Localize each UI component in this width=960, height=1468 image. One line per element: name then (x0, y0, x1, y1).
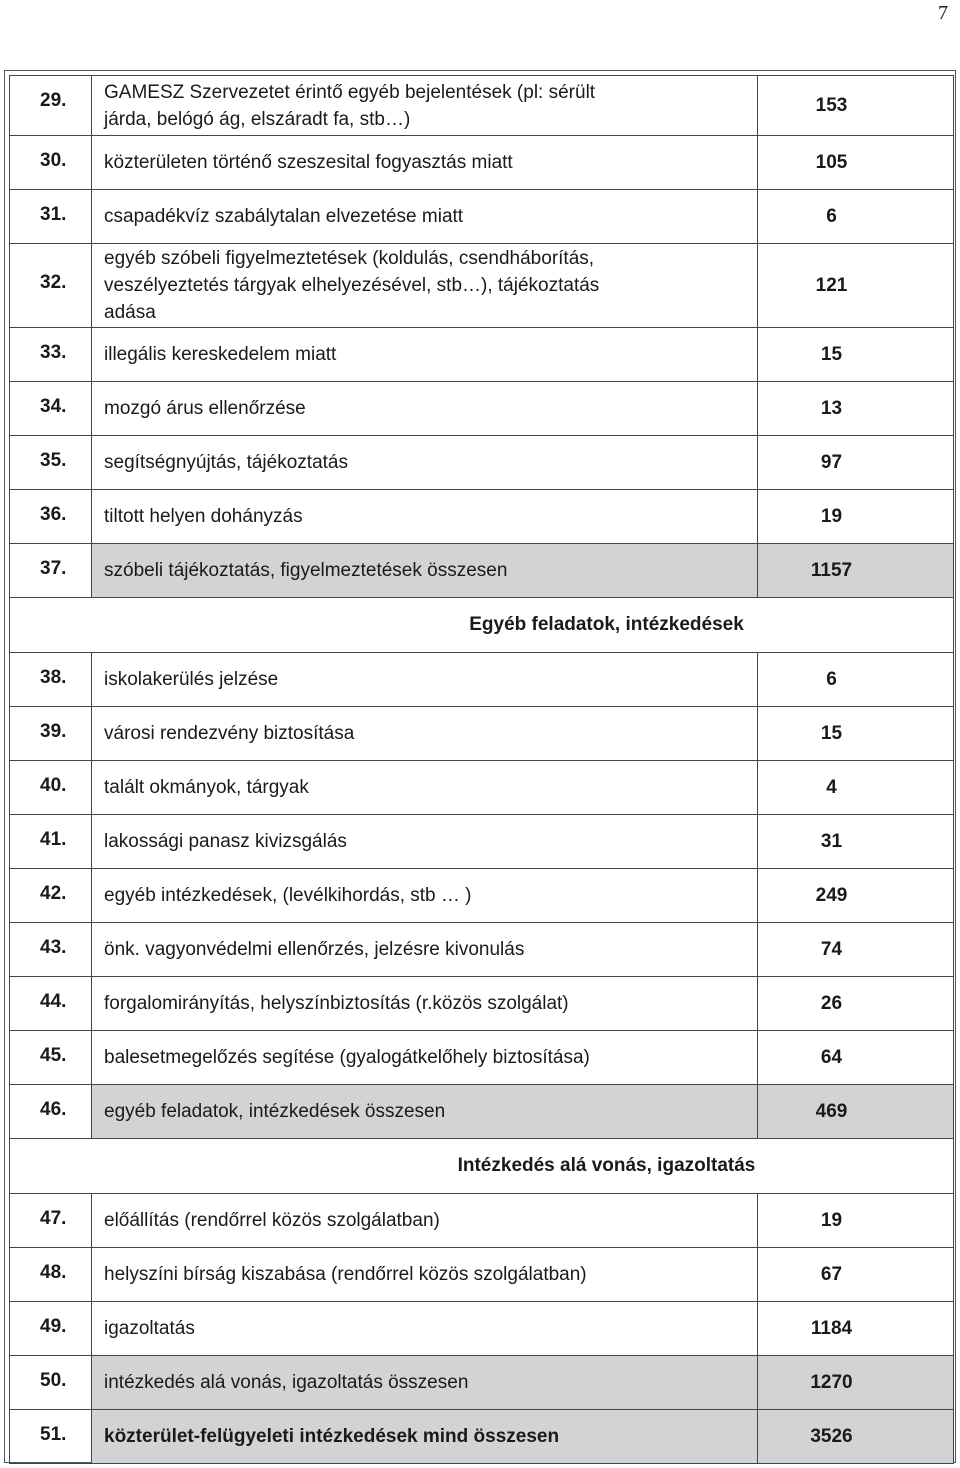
table-row (10, 136, 954, 190)
row-number: 41. (10, 815, 92, 869)
row-value: 19 (758, 490, 954, 544)
row-description: balesetmegelőzés segítése (gyalogátkelőhely biztosítása) (92, 1031, 758, 1085)
row-value: 1270 (758, 1356, 954, 1410)
row-number: 29. (10, 76, 92, 136)
row-number: 37. (10, 544, 92, 598)
section-header-row (10, 1139, 954, 1194)
row-value: 1184 (758, 1302, 954, 1356)
page-number: 7 (938, 2, 948, 24)
row-description: mozgó árus ellenőrzése (92, 382, 758, 436)
row-value: 121 (758, 244, 954, 328)
row-description (92, 244, 758, 328)
table-row (10, 382, 954, 436)
table-row (10, 328, 954, 382)
row-number: 44. (10, 977, 92, 1031)
row-value: 6 (758, 653, 954, 707)
row-number: 32. (10, 244, 92, 328)
row-value: 6 (758, 190, 954, 244)
row-number: 49. (10, 1302, 92, 1356)
table-row (10, 1194, 954, 1248)
row-value: 1157 (758, 544, 954, 598)
row-number: 43. (10, 923, 92, 977)
row-description: talált okmányok, tárgyak (92, 761, 758, 815)
row-description: illegális kereskedelem miatt (92, 328, 758, 382)
table-row (10, 76, 954, 136)
table-row (10, 436, 954, 490)
row-description: helyszíni bírság kiszabása (rendőrrel közös szolgálatban) (92, 1248, 758, 1302)
row-description: segítségnyújtás, tájékoztatás (92, 436, 758, 490)
section-header-row (10, 598, 954, 653)
table-row (10, 707, 954, 761)
row-number: 51. (10, 1410, 92, 1464)
table-row (10, 244, 954, 328)
row-value: 74 (758, 923, 954, 977)
row-description: forgalomirányítás, helyszínbiztosítás (r.közös szolgálat) (92, 977, 758, 1031)
table-row-total (10, 1356, 954, 1410)
row-value: 249 (758, 869, 954, 923)
row-description-line: veszélyeztetés tárgyak elhelyezésével, stb…), tájékoztatás (104, 275, 600, 296)
row-value: 105 (758, 136, 954, 190)
row-description-line: adása (104, 302, 156, 323)
table-row (10, 1031, 954, 1085)
row-description (92, 76, 758, 136)
table-row (10, 923, 954, 977)
row-number: 48. (10, 1248, 92, 1302)
row-description: közterület-felügyeleti intézkedések mind összesen (92, 1410, 758, 1464)
row-value: 67 (758, 1248, 954, 1302)
row-number: 36. (10, 490, 92, 544)
row-value: 15 (758, 328, 954, 382)
section-heading: Egyéb feladatok, intézkedések (10, 598, 954, 653)
row-description: igazoltatás (92, 1302, 758, 1356)
row-number: 35. (10, 436, 92, 490)
row-number: 30. (10, 136, 92, 190)
table-row-total (10, 1085, 954, 1139)
row-number: 46. (10, 1085, 92, 1139)
row-number: 45. (10, 1031, 92, 1085)
row-value: 153 (758, 76, 954, 136)
row-value: 19 (758, 1194, 954, 1248)
row-number: 47. (10, 1194, 92, 1248)
row-value: 4 (758, 761, 954, 815)
table-row (10, 869, 954, 923)
table-row (10, 815, 954, 869)
row-description: városi rendezvény biztosítása (92, 707, 758, 761)
table-row (10, 490, 954, 544)
row-description: iskolakerülés jelzése (92, 653, 758, 707)
row-description-line: GAMESZ Szervezetet érintő egyéb bejelentések (pl: sérült (104, 81, 596, 103)
table-row (10, 761, 954, 815)
table-row (10, 653, 954, 707)
row-number: 39. (10, 707, 92, 761)
row-description: tiltott helyen dohányzás (92, 490, 758, 544)
row-value: 97 (758, 436, 954, 490)
row-value: 64 (758, 1031, 954, 1085)
row-number: 38. (10, 653, 92, 707)
row-description: egyéb feladatok, intézkedések összesen (92, 1085, 758, 1139)
row-description: lakossági panasz kivizsgálás (92, 815, 758, 869)
table-row (10, 977, 954, 1031)
row-description: előállítás (rendőrrel közös szolgálatban) (92, 1194, 758, 1248)
row-number: 50. (10, 1356, 92, 1410)
row-description: közterületen történő szeszesital fogyasztás miatt (92, 136, 758, 190)
table-row-grand-total (10, 1410, 954, 1464)
row-value: 13 (758, 382, 954, 436)
row-description: önk. vagyonvédelmi ellenőrzés, jelzésre kivonulás (92, 923, 758, 977)
report-table (9, 75, 954, 1464)
row-number: 42. (10, 869, 92, 923)
row-description-line: járda, belógó ág, elszáradt fa, stb…) (104, 108, 411, 130)
row-description: intézkedés alá vonás, igazoltatás összesen (92, 1356, 758, 1410)
row-description: szóbeli tájékoztatás, figyelmeztetések összesen (92, 544, 758, 598)
row-number: 33. (10, 328, 92, 382)
table-row (10, 190, 954, 244)
row-number: 40. (10, 761, 92, 815)
table-row-total (10, 544, 954, 598)
row-value: 31 (758, 815, 954, 869)
row-description-line: egyéb szóbeli figyelmeztetések (koldulás, csendháborítás, (104, 248, 595, 269)
table-row (10, 1248, 954, 1302)
row-number: 31. (10, 190, 92, 244)
table-row (10, 1302, 954, 1356)
row-number: 34. (10, 382, 92, 436)
row-value: 3526 (758, 1410, 954, 1464)
row-value: 15 (758, 707, 954, 761)
section-heading: Intézkedés alá vonás, igazoltatás (10, 1139, 954, 1194)
row-description: csapadékvíz szabálytalan elvezetése miatt (92, 190, 758, 244)
row-value: 469 (758, 1085, 954, 1139)
row-value: 26 (758, 977, 954, 1031)
row-description: egyéb intézkedések, (levélkihordás, stb … ) (92, 869, 758, 923)
